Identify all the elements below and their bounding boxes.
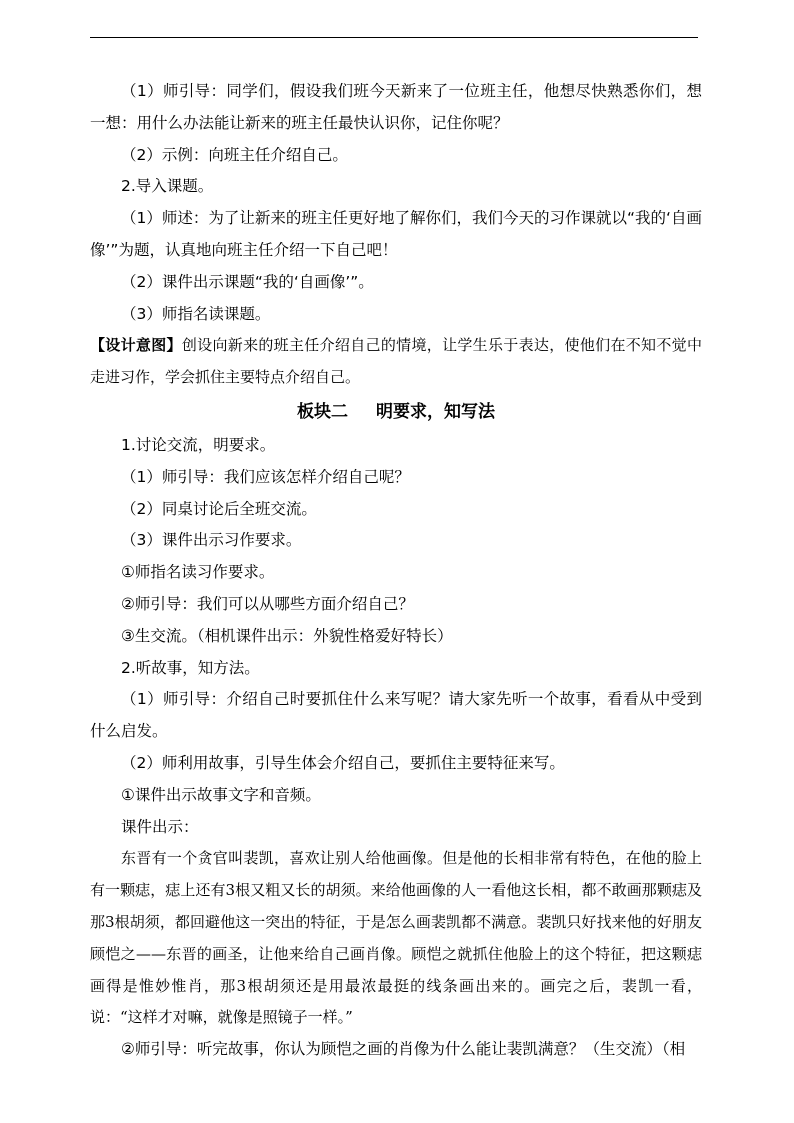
section-heading-number: 板块二	[297, 401, 348, 422]
paragraph: 2.导入课题。	[121, 177, 214, 196]
paragraph: 课件出示：	[121, 817, 199, 836]
design-intent	[90, 330, 702, 394]
paragraph: （3）师指名读课题。	[121, 304, 271, 323]
paragraph: （2）示例：向班主任介绍自己。	[121, 145, 348, 164]
paragraph: （2）同桌讨论后全班交流。	[121, 499, 317, 518]
paragraph: （1）师述：为了让新来的班主任更好地了解你们，我们今天的习作课就以“我的‘自画像’”为题，认真地向班主任介绍一下自己吧！	[90, 209, 702, 259]
paragraph: （1）师引导：同学们，假设我们班今天新来了一位班主任，他想尽快熟悉你们，想一想：用什么办法能让新来的班主任最快认识你，记住你呢？	[90, 82, 702, 132]
paragraph: ③生交流。（相机课件出示：外貌性格爱好特长）	[121, 626, 453, 645]
design-intent-label: 【设计意图】	[90, 336, 182, 355]
paragraph: （1）师引导：我们应该怎样介绍自己呢？	[121, 467, 410, 486]
paragraph: （3）课件出示习作要求。	[121, 531, 302, 550]
paragraph: 2.听故事，知方法。	[121, 658, 260, 677]
paragraph: 1.讨论交流，明要求。	[121, 435, 276, 454]
design-intent-text: 创设向新来的班主任介绍自己的情境，让学生乐于表达，使他们在不知不觉中走进习作，学会抓住主要特点介绍自己。	[90, 336, 702, 387]
paragraph: （1）师引导：介绍自己时要抓住什么来写呢？请大家先听一个故事，看看从中受到什么启发。	[90, 690, 702, 741]
story-text: 东晋有一个贪官叫裴凯，喜欢让别人给他画像。但是他的长相非常有特色，在他的脸上有一颗痣，痣上还有3根又粗又长的胡须。来给他画像的人一看他这长相，都不敢画那颗痣及那3根胡须，都回避他这一突出的特征，于是怎么画裴凯都不满意。裴凯只好找来他的好朋友顾恺之——东晋的画圣，让他来给自己画肖像。顾恺之就抓住他脸上的这个特征，把这颗痣画得是惟妙惟肖，那3根胡须还是用最浓最挺的线条画出来的。画完之后，裴凯一看，说：“这样才对嘛，就像是照镜子一样。”	[90, 849, 702, 1027]
document-body	[90, 76, 702, 1066]
paragraph: ①师指名读习作要求。	[121, 563, 275, 582]
paragraph: （2）师利用故事，引导生体会介绍自己，要抓住主要特征来写。	[121, 753, 565, 772]
section-heading	[90, 394, 702, 430]
section-heading-text: 明要求，知写法	[376, 401, 495, 422]
paragraph: ①课件出示故事文字和音频。	[121, 785, 321, 804]
header-rule	[90, 37, 698, 38]
paragraph: ②师引导：我们可以从哪些方面介绍自己？	[121, 594, 414, 613]
paragraph: （2）课件出示课题“我的‘自画像’”。	[121, 272, 374, 291]
paragraph: ②师引导：听完故事，你认为顾恺之画的肖像为什么能让裴凯满意？（生交流）（相	[121, 1040, 686, 1059]
